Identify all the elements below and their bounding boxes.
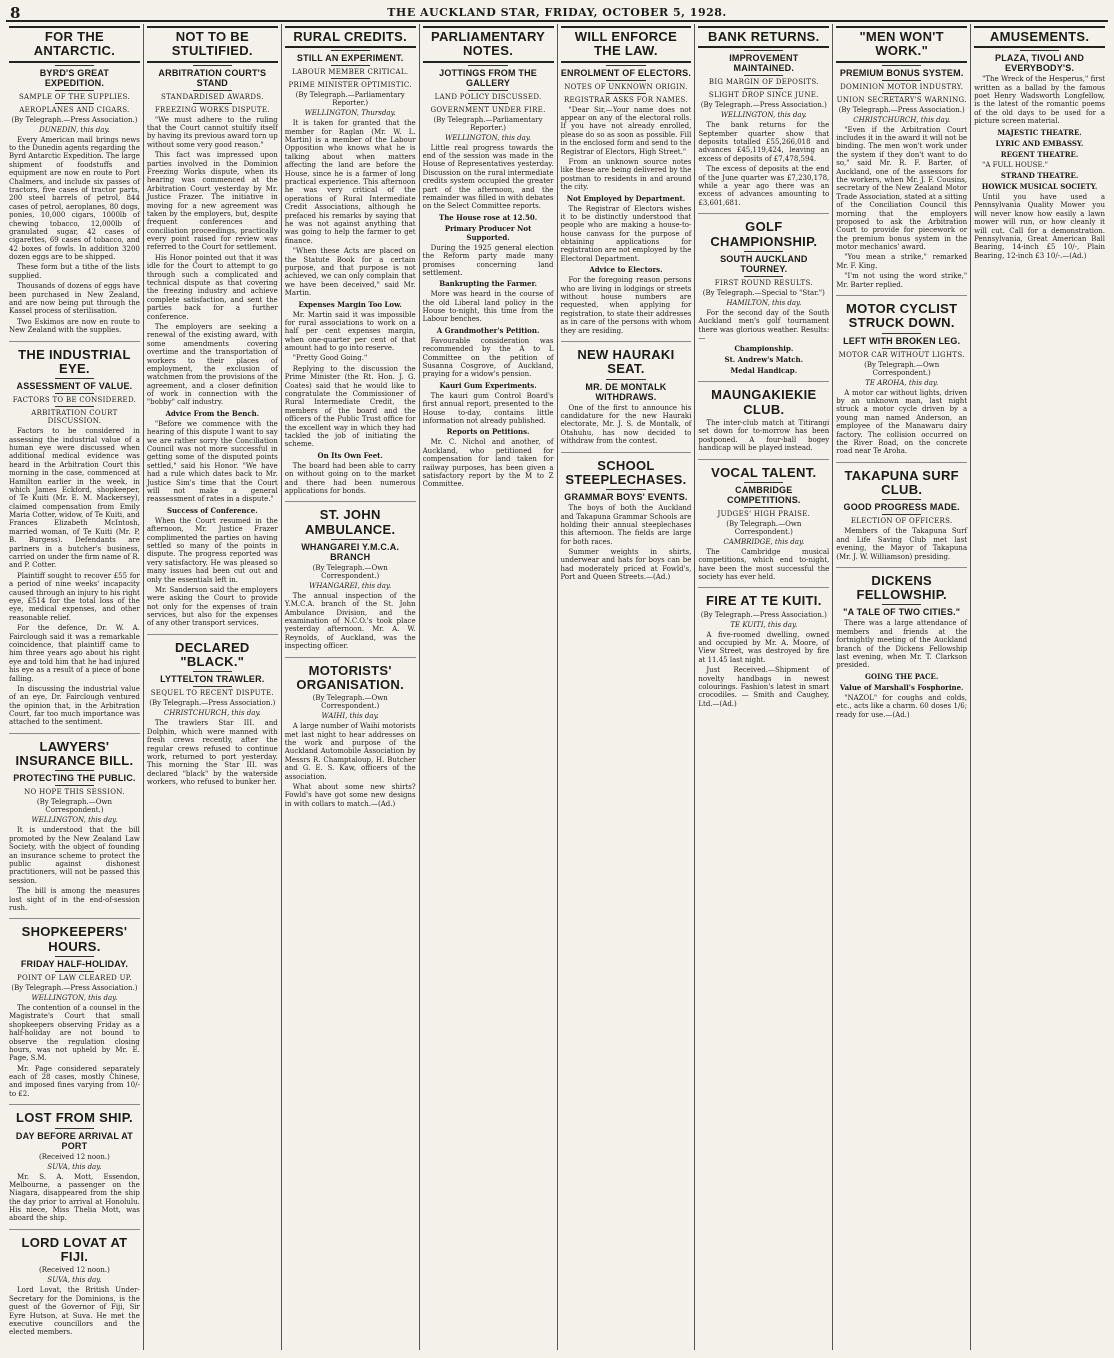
paragraph: The inter-club match at Titirangi set down for to-morrow has been postponed. A four-ball bogey handicap will be played instead. [698, 418, 830, 453]
headline: SHOPKEEPERS' HOURS. [21, 924, 128, 954]
subheadline: LYTTELTON TRAWLER. [160, 674, 265, 685]
column-8 [971, 24, 1108, 1350]
section-label: Advice From the Bench. [165, 408, 260, 418]
section-label: HOWICK MUSICAL SOCIETY. [981, 182, 1098, 192]
section-label: STRAND THEATRE. [1000, 171, 1079, 181]
section-label: The House rose at 12.50. [438, 212, 538, 222]
paragraph: From an unknown source notes like these are being delivered by the postman to residents in and around the city. [560, 157, 692, 192]
subheadline: LEFT WITH BROKEN LEG. [843, 335, 961, 346]
subheadline: PRIME MINISTER OPTIMISTIC. [288, 81, 412, 90]
dateline: CHRISTCHURCH, this day. [163, 709, 261, 718]
paragraph: "A FULL HOUSE." [982, 160, 1048, 169]
article [9, 1111, 140, 1230]
paragraph: Lord Lovat, the British Under-Secretary for the Dominions, is the guest of the Governor of Fiji, Sir Eyre Hutson, at Suva. He met the executive councillors and the elected members. [9, 1286, 140, 1337]
subheadline: GRAMMAR BOYS' EVENTS. [564, 492, 688, 503]
article [285, 664, 416, 815]
subheadline: IMPROVEMENT MAINTAINED. [729, 53, 799, 74]
subheadline: MR. DE MONTALK WITHDRAWS. [585, 381, 667, 402]
paragraph: The excess of deposits at the end of the June quarter was £7,230,178, while a year ago there was an excess of advances amounting to £3,601,681. [698, 165, 830, 207]
divider [882, 93, 921, 94]
divider [744, 276, 783, 277]
divider [193, 671, 232, 672]
subheadline: LAND POLICY DISCUSSED. [434, 92, 542, 101]
column-3 [282, 24, 420, 1350]
headline: WILL ENFORCE THE LAW. [561, 26, 692, 63]
divider [55, 393, 94, 394]
divider [606, 80, 645, 81]
paragraph: "When these Acts are placed on the Statute Book for a certain purpose, and that purpose is not achieved, we can only complain that we have been deceived," said Mr. Martin. [284, 247, 416, 298]
headline: LOST FROM SHIP. [15, 1110, 133, 1126]
subheadline: WHANGAREI Y.M.C.A. BRANCH [301, 541, 400, 562]
paragraph: Mr. Page considered separately each of 28 cases, mostly Chinese, and imposed fines varying from 10/- to £2. [9, 1064, 140, 1098]
dateline: CHRISTCHURCH, this day. [853, 115, 951, 124]
subheadline: BIG MARGIN OF DEPOSITS. [708, 78, 819, 87]
headline: SCHOOL STEEPLECHASES. [565, 457, 687, 487]
divider [193, 103, 232, 104]
paragraph: "We must adhere to the ruling that the Court cannot stultify itself by having its previous award torn up without some very good reason." [146, 115, 278, 149]
section-label: On Its Own Feet. [317, 450, 383, 460]
divider [882, 80, 921, 81]
article [698, 26, 829, 214]
divider [193, 65, 232, 66]
paragraph: The Cambridge musical competitions, which end to-night, have been the most successful the society has ever held. [698, 547, 830, 581]
headline: NOT TO BE STULTIFIED. [147, 26, 278, 63]
paragraph: Until you have used a Pennsylvania Quality Mower you will never know how easily a lawn mower will run, or how cleanly it will cut. Call for a demonstration. Pennsylvania, Great American Ball Bearing, 14-inch £5 10/-, Plain Bearing, 12-inch £3 10/-.—(Ad.) [974, 193, 1105, 260]
article [698, 220, 829, 382]
paragraph: Mr. S. A. Mott, Essendon, Melbourne, a passenger on the Niagara, disappeared from the ship the day prior to arrival at Honolulu. His niece, Miss Thelia Mott, was aboard the ship. [9, 1172, 140, 1223]
headline: RURAL CREDITS. [285, 26, 416, 48]
article [698, 594, 829, 714]
paragraph: In discussing the industrial value of an eye, Dr. Fairclough ventured the opinion that, in the Arbitration Court, far too much importance was attached to the sentiment. [9, 684, 140, 727]
dateline: DUNEDIN, this day. [39, 125, 110, 134]
subheadline: ARBITRATION COURT DISCUSSION. [31, 409, 118, 426]
paragraph: "Dear Sir,—Your name does not appear on any of the electoral rolls. If you have not already enrolled, please do so as soon as possible. Fill in the enclosed form and send to the Registrar of Electors, High Street." [560, 105, 692, 156]
subheadline: REGISTRAR ASKS FOR NAMES. [563, 95, 688, 104]
subheadline: MOTOR CAR WITHOUT LIGHTS. [838, 350, 965, 359]
section-label: Primary Producer Not Supported. [444, 223, 532, 242]
masthead [6, 4, 1108, 22]
section-label: Advice to Electors. [589, 265, 663, 275]
article [836, 302, 967, 463]
dateline: WAIHI, this day. [321, 712, 379, 721]
paragraph: "NAZOL" for coughs and colds, etc., acts like a charm. 60 doses 1/6; ready for use.—(Ad.) [836, 693, 968, 719]
dateline: WELLINGTON, this day. [31, 993, 118, 1002]
article [698, 388, 829, 459]
column-7 [833, 24, 971, 1350]
subheadline: FRIDAY HALF-HOLIDAY. [20, 958, 129, 969]
headline: DICKENS FELLOWSHIP. [856, 572, 947, 603]
paragraph: A large number of Waihi motorists met last night to hear addresses on the work and purpose of the Auckland Automobile Association by Messrs R. Champtaloup, H. Butcher and G. E. S. Kaw, officers of the association. [284, 722, 416, 781]
divider [1020, 50, 1059, 51]
byline: (By Telegraph.—Press Association.) [838, 105, 965, 114]
article [147, 641, 278, 793]
paragraph: His Honor pointed out that it was idle for the Court to attempt to go through such a complicated and technical dispute as that covering the freezing industry and achieve complete satisfaction, and sent the parties back for a further conference. [146, 253, 278, 321]
paragraph: Plaintiff sought to recover £55 for a period of nine weeks' incapacity caused through an injury to his right eye, £514 for the total loss of the eye, medical expenses, and other reasonable relief. [9, 571, 140, 622]
divider [55, 90, 94, 91]
column-5 [558, 24, 696, 1350]
byline: (By Telegraph.—Own Correspondent.) [726, 519, 802, 536]
paragraph: "You mean a strike," remarked Mr. F. King. [836, 253, 968, 270]
paragraph: The contention of a counsel in the Magistrate's Court that small shopkeepers observing Friday as a half-holiday are not bound to observe the regulation closing hours, was not upheld by Mr. E. Page, S.M. [9, 1003, 140, 1063]
paragraph: For the foregoing reason persons who are living in lodgings or streets without house numbers are requested, when applying for registration, to state their addresses as in care of the persons with whom they are residing. [560, 276, 692, 335]
dateline: HAMILTON, this day. [726, 298, 802, 307]
article [561, 459, 692, 588]
subheadline: FIRST ROUND RESULTS. [714, 278, 813, 287]
paragraph: This fact was impressed upon parties involved in the Dominion Freezing Works dispute, when its hearing was commenced at the Arbitration Court yesterday by Mr. Justice Frazer. The initiative in moving for a new agreement was taken by the employers, but, despite frequent conferences and conciliation proceedings, practically every point raised for review was referred to the Court for settlement. [146, 151, 278, 252]
newspaper-title: THE AUCKLAND STAR, FRIDAY, OCTOBER 5, 1928. [387, 5, 727, 19]
subheadline: FREEZING WORKS DISPUTE. [154, 105, 270, 114]
dateline: SUVA, this day. [47, 1162, 102, 1171]
section-label: Expenses Margin Too Low. [298, 299, 402, 309]
paragraph: Factors to be considered in assessing the industrial value of a human eye were discussed when additional medical evidence was heard in the Arbitration Court this morning in the case, commenced at Hamilton earlier in the week, in which James Eckford, shopkeeper, of Te Kuiti (Mr. E. M. Mackersey), claimed compensation from Emily Maria Cotter, widow, of Te Kuiti, and Frances Elizabeth McIntosh, married woman, of Te Kuiti (Mr. P. B. Burgess). Defendants are partners in a butcher's business, carried on under the firm name of R. and P. Cotter. [9, 427, 140, 570]
divider [744, 482, 783, 483]
subheadline: STILL AN EXPERIMENT. [296, 53, 404, 64]
divider [55, 1128, 94, 1129]
subheadline: GOOD PROGRESS MADE. [843, 502, 960, 513]
divider [882, 348, 921, 349]
divider [468, 103, 507, 104]
paragraph: Favourable consideration was recommended by the A to L Committee on the petition of Susanna Cosgrove, of Auckland, praying for a widow's pension. [422, 336, 554, 379]
columns-container [6, 24, 1108, 1350]
divider [193, 90, 232, 91]
subheadline: DOMINION MOTOR INDUSTRY. [840, 82, 964, 91]
byline: (By Telegraph.—Press Association.) [700, 101, 827, 110]
paragraph: One of the first to announce his candidature for the new Hauraki electorate, Mr. J. S. de Montalk, of Otahuhu, has now decided to withdraw from the contest. [560, 403, 692, 446]
headline: MOTORISTS' ORGANISATION. [296, 662, 405, 692]
article [836, 469, 967, 568]
article [974, 26, 1105, 266]
byline: (By Telegraph.—Special to "Star.") [702, 288, 825, 297]
headline: MOTOR CYCLIST STRUCK DOWN. [846, 301, 958, 331]
divider [55, 956, 94, 957]
divider [331, 50, 370, 51]
subheadline: SLIGHT DROP SINCE JUNE. [708, 91, 819, 100]
paragraph: "Pretty Good Going." [292, 354, 368, 363]
paragraph: Just Received.—Shipment of novelty handbags in newest colourings. Fashion's latest in smart crocodiles. — Smith and Caughey, Ltd.—(Ad.) [698, 666, 830, 708]
paragraph: The bill is among the measures lost sight of in the end-of-session rush. [9, 887, 140, 912]
paragraph: There was a large attendance of members and friends at the fortnightly meeting of the Auckland branch of the Dickens Fellowship last evening, when Mr. T. Clarkson presided. [836, 619, 968, 670]
paragraph: Mr. Martin said it was impossible for rural associations to work on a half per cent expenses margin, when one-quarter per cent of that amount had to go into reserve. [284, 310, 416, 353]
article [9, 925, 140, 1105]
subheadline: PLAZA, TIVOLI AND EVERYBODY'S. [995, 53, 1085, 74]
paragraph: More was heard in the course of the old Liberal land policy in the House to-night, this time from the Labour benches. [422, 290, 554, 324]
subheadline: LABOUR MEMBER CRITICAL. [292, 68, 409, 77]
section-label: Championship. [734, 344, 794, 354]
divider [606, 379, 645, 380]
paragraph: It is understood that the bill promoted by the New Zealand Law Society, with the object of founding an insurance scheme to protect the public against dishonest practitioners, will not be passed this session. [9, 826, 140, 885]
paragraph: "Before we commence with the hearing of this dispute I want to say we are rather sorry the Conciliation Council was not more successful in getting some of the disputed points settled," said his Honor. "We have had a rule which dates back to Mr. Justice Sim's time that the Court will not make a general reassessment of rates in a dispute." [146, 419, 278, 504]
paragraph: For the second day of the South Auckland men's golf tournament there was glorious weather. Results:— [698, 308, 830, 342]
section-label: Value of Marshall's Fosphorine. [839, 682, 964, 692]
divider [606, 65, 645, 66]
divider [55, 971, 94, 972]
divider [468, 90, 507, 91]
divider [882, 333, 921, 334]
paragraph: The employers are seeking a renewal of the existing award, with some amendments covering overtime and the transportation of workers to their places of employment, the exclusion of watchmen from the provisions of the agreement, and a closer definition of work in connection with the "bobby" calf industry. [146, 322, 278, 407]
section-label: LYRIC AND EMBASSY. [995, 138, 1084, 148]
section-label: MAJESTIC THEATRE. [997, 127, 1082, 137]
subheadline: ARBITRATION COURT'S STAND [158, 67, 267, 88]
section-label: Kauri Gum Experiments. [439, 380, 537, 390]
section-label: GOING THE PACE. [865, 671, 939, 681]
byline: (By Telegraph.—Press Association.) [11, 115, 138, 124]
column-4 [420, 24, 558, 1350]
divider [193, 686, 232, 687]
paragraph: Every American mail brings news to the Dunedin agents regarding the Byrd Antarctic Expedition. The large shipment of foodstuffs and equipment are now en route to Port Chalmers, and include six passes of tractors, five cases of tractor parts, 200 steel barrels of petrol, 844 cases of petrol, aeroplanes, 80 dogs, ponies, 10,000 cigars, 1000lb of chewing tobacco, 12,000lb of granulated sugar, 42 cases of cigarettes, 69 cases of tobacco, and 42 boxes of fowls. In addition 3200 dozen eggs are to be shipped. [9, 135, 140, 262]
article [285, 26, 416, 502]
byline: (Received 12 noon.) [39, 1266, 110, 1275]
paragraph: The Registrar of Electors wishes it to be distinctly understood that people who are making a house-to-house canvass for the purpose of obtaining applications for registration are not employed by the Electoral Department. [560, 204, 692, 263]
article [561, 348, 692, 453]
divider [744, 251, 783, 252]
divider [331, 65, 370, 66]
subheadline: UNION SECRETARY'S WARNING. [836, 95, 967, 104]
byline: (By Telegraph.—Press Association.) [11, 983, 138, 992]
subheadline: NOTES OF UNKNOWN ORIGIN. [564, 82, 688, 91]
byline: (By Telegraph.—Own Correspondent.) [312, 694, 388, 711]
paragraph: "I'm not using the word strike," Mr. Barter replied. [836, 272, 968, 289]
paragraph: The kauri gum Control Board's first annual report, presented to the House to-day, contains little information not already published. [422, 391, 554, 425]
column-6 [695, 24, 833, 1350]
subheadline: SAMPLE OF THE SUPPLIES. [18, 92, 130, 101]
article [561, 26, 692, 342]
dateline: WELLINGTON, this day. [445, 133, 532, 142]
headline: LORD LOVAT AT FIJI. [21, 1234, 128, 1265]
paragraph: It is taken for granted that the member for Raglan (Mr. W. L. Martin) is a member of the Labour Opposition who knows what he is talking about when matters affecting the land are before the House, since he is a farmer of long practical experience. This afternoon he was very critical of the operations of Rural Intermediate Credit Associations, although he prefaced his remarks by saying that he was not against anything that was going to help the farmer to get finance. [284, 119, 416, 245]
article [423, 26, 554, 495]
article [147, 26, 278, 635]
byline: (By Telegraph.—Parliamentary Reporter.) [433, 115, 543, 132]
paragraph: The bank returns for the September quarter show that deposits totalled £55,266,018 and advances £45,119,424, leaving an excess of deposits of £7,478,594. [698, 121, 830, 163]
divider [744, 88, 783, 89]
subheadline: STANDARDISED AWARDS. [160, 92, 264, 101]
headline: THE INDUSTRIAL EYE. [18, 346, 131, 376]
column-2 [144, 24, 282, 1350]
divider [606, 489, 645, 490]
subheadline: POINT OF LAW CLEARED UP. [16, 973, 132, 982]
paragraph: A motor car without lights, driven by an unknown man, last night struck a motor cycle driven by a young man named Anderson, an employee of the Manawaru dairy factory. The collision occurred on the River Road, on the concrete road near Te Aroha. [836, 388, 968, 456]
paragraph: Summer weights in shirts, underwear and hats for boys can be had moderately priced at Fowld's, Port and Queen Streets.—(Ad.) [560, 548, 692, 582]
paragraph: Two Eskimos are now en route to New Zealand with the supplies. [9, 317, 140, 335]
subheadline: AEROPLANES AND CIGARS. [19, 105, 130, 114]
subheadline: JUDGES' HIGH PRAISE. [717, 509, 811, 518]
divider [55, 406, 94, 407]
divider [55, 378, 94, 379]
section-label: Medal Handicap. [730, 366, 798, 376]
headline: NEW HAURAKI SEAT. [577, 346, 675, 377]
divider [882, 604, 921, 605]
paragraph: Members of the Takapuna Surf and Life Saving Club met last evening, the Mayor of Takapuna (Mr. J. W. Williamson) presiding. [836, 527, 968, 561]
article [698, 466, 829, 589]
divider [882, 514, 921, 515]
article [9, 26, 140, 342]
paragraph: The board had been able to carry on without going on to the market and there had been numerous applications for bonds. [284, 461, 416, 495]
divider [331, 78, 370, 79]
divider [744, 50, 783, 51]
paragraph: During the 1925 general election the Reform party made many promises concerning land settlement. [422, 243, 554, 277]
subheadline: "A TALE OF TWO CITIES." [843, 607, 961, 618]
paragraph: The boys of both the Auckland and Takapuna Grammar Schools are holding their annual steeplechases this afternoon. The fields are large for both races. [560, 504, 692, 546]
subheadline: BYRD'S GREAT EXPEDITION. [39, 67, 110, 88]
section-label: St. Andrew's Match. [724, 355, 804, 365]
subheadline: CAMBRIDGE COMPETITIONS. [727, 484, 801, 505]
paragraph: Mr. C. Nichol and another, of Auckland, who petitioned for compensation for land taken for railway purposes, has been given a satisfactory report by the M to Z Committee. [422, 438, 554, 489]
dateline: WHANGAREI, this day. [309, 581, 392, 590]
dateline: WELLINGTON, this day. [31, 816, 118, 825]
paragraph: These form but a tithe of the lists supplied. [9, 263, 140, 280]
article [285, 508, 416, 657]
paragraph: "The Wreck of the Hesperus," first written as a ballad by the famous poet Henry Wadsworth Longfellow, is the latest of the romantic poems of the old days to be used for a picture screen material. [974, 75, 1105, 126]
section-label: Reports on Petitions. [446, 427, 530, 437]
dateline: WELLINGTON, Thursday. [304, 109, 396, 118]
paragraph: For the defence, Dr. W. A. Fairclough said it was a remarkable coincidence, that plaintiff came to him three years ago about his right eye and told him that he had injured his eye as a result of a piece of bone falling. [9, 624, 140, 683]
section-label: Bankrupting the Farmer. [439, 279, 537, 289]
byline: (By Telegraph.—Own Correspondent.) [36, 798, 113, 815]
divider [55, 785, 94, 786]
paragraph: Thousands of dozens of eggs have been purchased in New Zealand, and are now being put through the Kassel process of sterilisation. [9, 282, 140, 316]
headline: BANK RETURNS. [698, 26, 829, 48]
subheadline: SOUTH AUCKLAND TOURNEY. [720, 253, 808, 274]
byline: (By Telegraph.—Press Association.) [700, 610, 827, 619]
dateline: SUVA, this day. [47, 1276, 102, 1285]
page-number: 8 [10, 4, 21, 22]
article [9, 1236, 140, 1343]
paragraph: Replying to the discussion the Prime Minister (the Rt. Hon. J. G. Coates) said that he would like to congratulate the Commissioner of Rural Intermediate Credit, the members of the board and the officers of the Public Trust office for the excellent way in which they had tackled the job of initiating the scheme. [284, 364, 416, 449]
paragraph: The trawlers Star III. and Dolphin, which were manned with fresh crews recently, after the regular crews refused to continue work, returned to port yesterday. This morning the Star III. was declared "black" by the waterside workers, who refused to bunker her. [146, 719, 278, 787]
headline: LAWYERS' INSURANCE BILL. [15, 738, 134, 769]
divider [882, 65, 921, 66]
divider [468, 65, 507, 66]
byline: (Received 12 noon.) [39, 1152, 110, 1161]
column-1 [6, 24, 144, 1350]
byline: (By Telegraph.—Own Correspondent.) [864, 360, 940, 377]
headline: "MEN WON'T WORK." [836, 26, 967, 63]
paragraph: When the Court resumed in the afternoon, Mr. Justice Frazer complimented the parties on having settled so many of the points in dispute. The progress reported was very satisfactory. He was pleased so many issues had been cut out and only the essentials left in. [146, 516, 278, 584]
divider [55, 65, 94, 66]
divider [606, 93, 645, 94]
headline: AMUSEMENTS. [974, 26, 1105, 48]
subheadline: SEQUEL TO RECENT DISPUTE. [150, 689, 274, 698]
headline: PARLIAMENTARY NOTES. [423, 26, 554, 63]
divider [882, 499, 921, 500]
headline: FOR THE ANTARCTIC. [9, 26, 140, 63]
paragraph: Little real progress towards the end of the session was made in the House of Representatives yesterday. Discussion on the rural intermediate credits system occupied the greater part of the afternoon, and the remainder was filled in with debates on the Select Committee reports. [422, 143, 554, 211]
divider [744, 507, 783, 508]
paragraph: A five-roomed dwelling, owned and occupied by Mr. A. Moore, of View Street, was destroyed by fire at 11.45 last night. [698, 630, 830, 664]
subheadline: FACTORS TO BE CONSIDERED. [12, 396, 137, 405]
paragraph: The annual inspection of the Y.M.C.A. branch of the St. John Ambulance Division, and the examination of N.C.O.'s took place yesterday afternoon. Mr. A. W. Reynolds, of Auckland, was the inspecting officer. [284, 591, 416, 651]
headline: FIRE AT TE KUITI. [706, 593, 822, 609]
subheadline: PREMIUM BONUS SYSTEM. [839, 67, 964, 78]
byline: (By Telegraph.—Own Correspondent.) [312, 563, 388, 580]
divider [331, 539, 370, 540]
divider [55, 103, 94, 104]
subheadline: ELECTION OF OFFICERS. [850, 517, 953, 526]
article [836, 574, 967, 725]
article [9, 348, 140, 734]
headline: DECLARED "BLACK." [175, 639, 250, 670]
headline: MAUNGAKIEKIE CLUB. [711, 387, 817, 417]
section-label: REGENT THEATRE. [1000, 149, 1079, 159]
byline: (By Telegraph.—Parliamentary Reporter.) [295, 91, 405, 108]
subheadline: JOTTINGS FROM THE GALLERY [439, 67, 538, 88]
byline: (By Telegraph.—Press Association.) [149, 699, 276, 708]
headline: TAKAPUNA SURF CLUB. [844, 467, 959, 498]
section-label: Not Employed by Department. [566, 193, 686, 203]
paragraph: Mr. Sanderson said the employers were asking the Court to provide not only for the expenses of train services, but also for the expenses of any other transport services. [146, 585, 278, 628]
dateline: WELLINGTON, this day. [720, 111, 807, 120]
section-label: A Grandmother's Petition. [436, 325, 540, 335]
subheadline: GOVERNMENT UNDER FIRE. [430, 105, 546, 114]
subheadline: NO HOPE THIS SESSION. [24, 788, 125, 797]
article [9, 740, 140, 920]
dateline: TE AROHA, this day. [865, 378, 939, 387]
dateline: CAMBRIDGE, this day. [723, 537, 805, 546]
paragraph: What about some new shirts? Fowld's have got some new designs in with collars to match.—(Ad.) [284, 782, 416, 808]
subheadline: ENROLMENT OF ELECTORS. [560, 67, 692, 78]
headline: VOCAL TALENT. [711, 464, 817, 480]
divider [744, 75, 783, 76]
dateline: TE KUITI, this day. [730, 620, 798, 629]
subheadline: DAY BEFORE ARRIVAL AT PORT [15, 1130, 133, 1151]
divider [55, 770, 94, 771]
section-label: Success of Conference. [166, 505, 258, 515]
paragraph: "Even if the Arbitration Court includes it in the award it will not be binding. The men won't work under the system if they don't want to do so," said Mr. R. F. Barter, of Auckland, one of the assessors for the workers, when Mr. J. F. Cousins, secretary of the New Zealand Motor Trade Association, stated at a sitting of the Conciliation Council this morning that the employers proposed to ask the Arbitration Court to provide for piecework or the premium bonus system in the motor mechanics' award. [836, 125, 968, 252]
headline: GOLF CHAMPIONSHIP. [710, 219, 818, 249]
subheadline: PROTECTING THE PUBLIC. [13, 773, 136, 784]
subheadline: ASSESSMENT OF VALUE. [16, 381, 133, 392]
article [836, 26, 967, 296]
headline: ST. JOHN AMBULANCE. [304, 507, 396, 537]
